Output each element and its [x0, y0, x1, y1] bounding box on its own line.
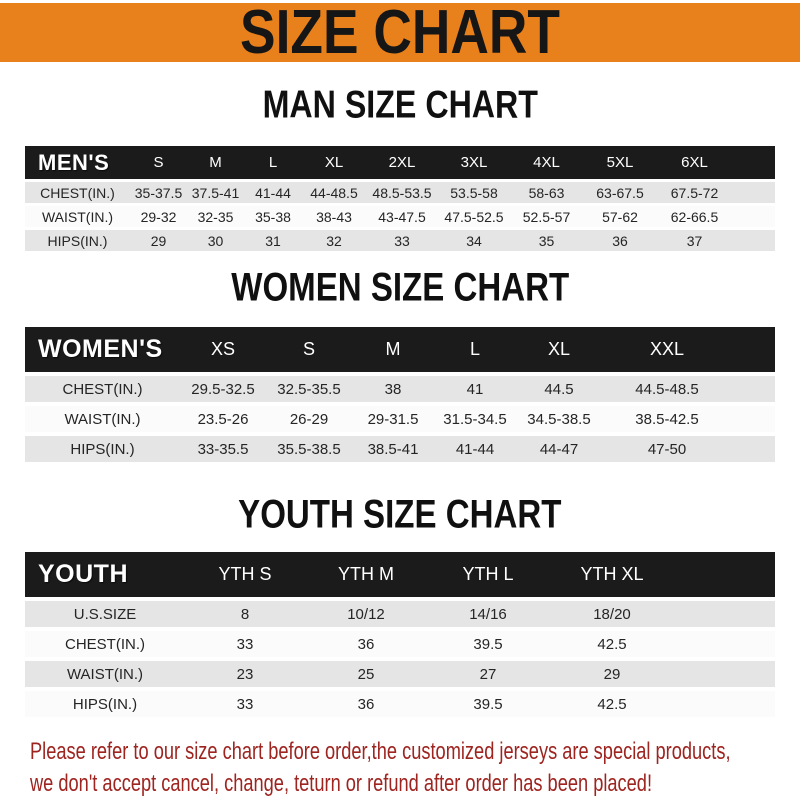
size-value: 14/16: [427, 599, 549, 629]
measurement-row: [25, 404, 775, 434]
size-value: 36: [305, 689, 427, 717]
size-value: 42.5: [549, 689, 675, 717]
row-label: WAIST(IN.): [25, 205, 130, 229]
measurement-row: [25, 629, 775, 659]
size-value: 38-43: [302, 205, 366, 229]
size-value: 25: [305, 659, 427, 689]
size-column-header: XXL: [602, 327, 732, 374]
header-row: [25, 146, 775, 181]
size-value: 33: [185, 689, 305, 717]
size-column-header: L: [434, 327, 516, 374]
size-value: 32: [302, 229, 366, 252]
measurement-row: [25, 689, 775, 717]
size-value: 36: [305, 629, 427, 659]
size-value: 8: [185, 599, 305, 629]
size-value: 39.5: [427, 629, 549, 659]
youth-size-table-grid: [25, 552, 775, 717]
size-column-header: S: [130, 146, 187, 181]
size-value: 33: [185, 629, 305, 659]
cell-spacer: [675, 659, 775, 689]
man-section-heading-text: MAN SIZE CHART: [262, 82, 538, 126]
size-value: 10/12: [305, 599, 427, 629]
size-value: 38.5-42.5: [602, 404, 732, 434]
row-label: CHEST(IN.): [25, 181, 130, 205]
size-value: 29-31.5: [352, 404, 434, 434]
measurement-row: [25, 599, 775, 629]
size-value: 32-35: [187, 205, 244, 229]
header-spacer: [675, 552, 775, 599]
youth-section-heading: [0, 494, 800, 537]
size-value: 42.5: [549, 629, 675, 659]
cell-spacer: [732, 404, 775, 434]
mens-size-table-grid: [25, 146, 775, 251]
size-value: 35-38: [244, 205, 302, 229]
size-value: 29-32: [130, 205, 187, 229]
size-column-header: 4XL: [510, 146, 583, 181]
mens-size-table: [25, 146, 775, 251]
size-value: 33: [366, 229, 438, 252]
size-value: 23.5-26: [180, 404, 266, 434]
size-value: 52.5-57: [510, 205, 583, 229]
size-value: 29: [549, 659, 675, 689]
size-value: 31: [244, 229, 302, 252]
size-column-header: L: [244, 146, 302, 181]
disclaimer-line-2: we don't accept cancel, change, teturn or refund after order has been placed!: [30, 770, 653, 797]
size-column-header: XL: [302, 146, 366, 181]
size-value: 44.5: [516, 374, 602, 404]
size-value: 47-50: [602, 434, 732, 462]
size-value: 36: [583, 229, 657, 252]
measurement-row: [25, 659, 775, 689]
size-column-header: YTH M: [305, 552, 427, 599]
size-value: 32.5-35.5: [266, 374, 352, 404]
header-spacer: [732, 146, 775, 181]
size-value: 41: [434, 374, 516, 404]
size-value: 63-67.5: [583, 181, 657, 205]
size-value: 41-44: [434, 434, 516, 462]
measurement-row: [25, 374, 775, 404]
table-label: YOUTH: [25, 552, 185, 599]
measurement-row: [25, 205, 775, 229]
row-label: HIPS(IN.): [25, 229, 130, 252]
size-value: 44-48.5: [302, 181, 366, 205]
size-value: 48.5-53.5: [366, 181, 438, 205]
size-value: 33-35.5: [180, 434, 266, 462]
size-column-header: 2XL: [366, 146, 438, 181]
man-size-section: [0, 84, 800, 251]
row-label: CHEST(IN.): [25, 374, 180, 404]
youth-size-table: [25, 552, 775, 717]
size-value: 37.5-41: [187, 181, 244, 205]
row-label: HIPS(IN.): [25, 689, 185, 717]
cell-spacer: [675, 629, 775, 659]
row-label: U.S.SIZE: [25, 599, 185, 629]
size-value: 43-47.5: [366, 205, 438, 229]
size-value: 58-63: [510, 181, 583, 205]
women-size-section: [0, 267, 800, 462]
size-value: 62-66.5: [657, 205, 732, 229]
table-label: MEN'S: [25, 146, 130, 181]
cell-spacer: [732, 205, 775, 229]
table-label: WOMEN'S: [25, 327, 180, 374]
size-value: 34.5-38.5: [516, 404, 602, 434]
row-label: WAIST(IN.): [25, 659, 185, 689]
women-section-heading-text: WOMEN SIZE CHART: [231, 265, 569, 311]
header-row: [25, 552, 775, 599]
size-value: 38.5-41: [352, 434, 434, 462]
size-value: 38: [352, 374, 434, 404]
youth-section-heading-text: YOUTH SIZE CHART: [238, 492, 562, 538]
size-value: 30: [187, 229, 244, 252]
header-spacer: [732, 327, 775, 374]
women-section-heading: [0, 267, 800, 310]
size-value: 44-47: [516, 434, 602, 462]
size-column-header: 6XL: [657, 146, 732, 181]
womens-size-table-grid: [25, 327, 775, 462]
size-value: 29.5-32.5: [180, 374, 266, 404]
disclaimer-line-1: Please refer to our size chart before order,the customized jerseys are special products,: [30, 738, 731, 765]
row-label: HIPS(IN.): [25, 434, 180, 462]
cell-spacer: [732, 374, 775, 404]
size-value: 47.5-52.5: [438, 205, 510, 229]
size-column-header: XS: [180, 327, 266, 374]
size-value: 37: [657, 229, 732, 252]
size-value: 26-29: [266, 404, 352, 434]
measurement-row: [25, 229, 775, 252]
size-value: 57-62: [583, 205, 657, 229]
row-label: WAIST(IN.): [25, 404, 180, 434]
size-value: 34: [438, 229, 510, 252]
size-column-header: M: [187, 146, 244, 181]
size-value: 35: [510, 229, 583, 252]
size-value: 67.5-72: [657, 181, 732, 205]
womens-size-table: [25, 327, 775, 462]
size-column-header: YTH L: [427, 552, 549, 599]
header-row: [25, 327, 775, 374]
size-value: 39.5: [427, 689, 549, 717]
cell-spacer: [675, 689, 775, 717]
cell-spacer: [675, 599, 775, 629]
size-value: 35.5-38.5: [266, 434, 352, 462]
size-column-header: 5XL: [583, 146, 657, 181]
row-label: CHEST(IN.): [25, 629, 185, 659]
size-value: 41-44: [244, 181, 302, 205]
cell-spacer: [732, 181, 775, 205]
size-column-header: S: [266, 327, 352, 374]
measurement-row: [25, 181, 775, 205]
size-value: 29: [130, 229, 187, 252]
size-column-header: 3XL: [438, 146, 510, 181]
banner-title: SIZE CHART: [240, 0, 560, 67]
size-value: 44.5-48.5: [602, 374, 732, 404]
order-disclaimer: [30, 736, 800, 800]
size-column-header: M: [352, 327, 434, 374]
size-column-header: YTH S: [185, 552, 305, 599]
cell-spacer: [732, 229, 775, 252]
size-column-header: YTH XL: [549, 552, 675, 599]
size-value: 27: [427, 659, 549, 689]
size-chart-banner: [0, 0, 800, 67]
size-value: 18/20: [549, 599, 675, 629]
size-value: 23: [185, 659, 305, 689]
cell-spacer: [732, 434, 775, 462]
size-value: 53.5-58: [438, 181, 510, 205]
size-value: 31.5-34.5: [434, 404, 516, 434]
size-value: 35-37.5: [130, 181, 187, 205]
youth-size-section: [0, 494, 800, 717]
size-column-header: XL: [516, 327, 602, 374]
measurement-row: [25, 434, 775, 462]
man-section-heading: [0, 84, 800, 126]
